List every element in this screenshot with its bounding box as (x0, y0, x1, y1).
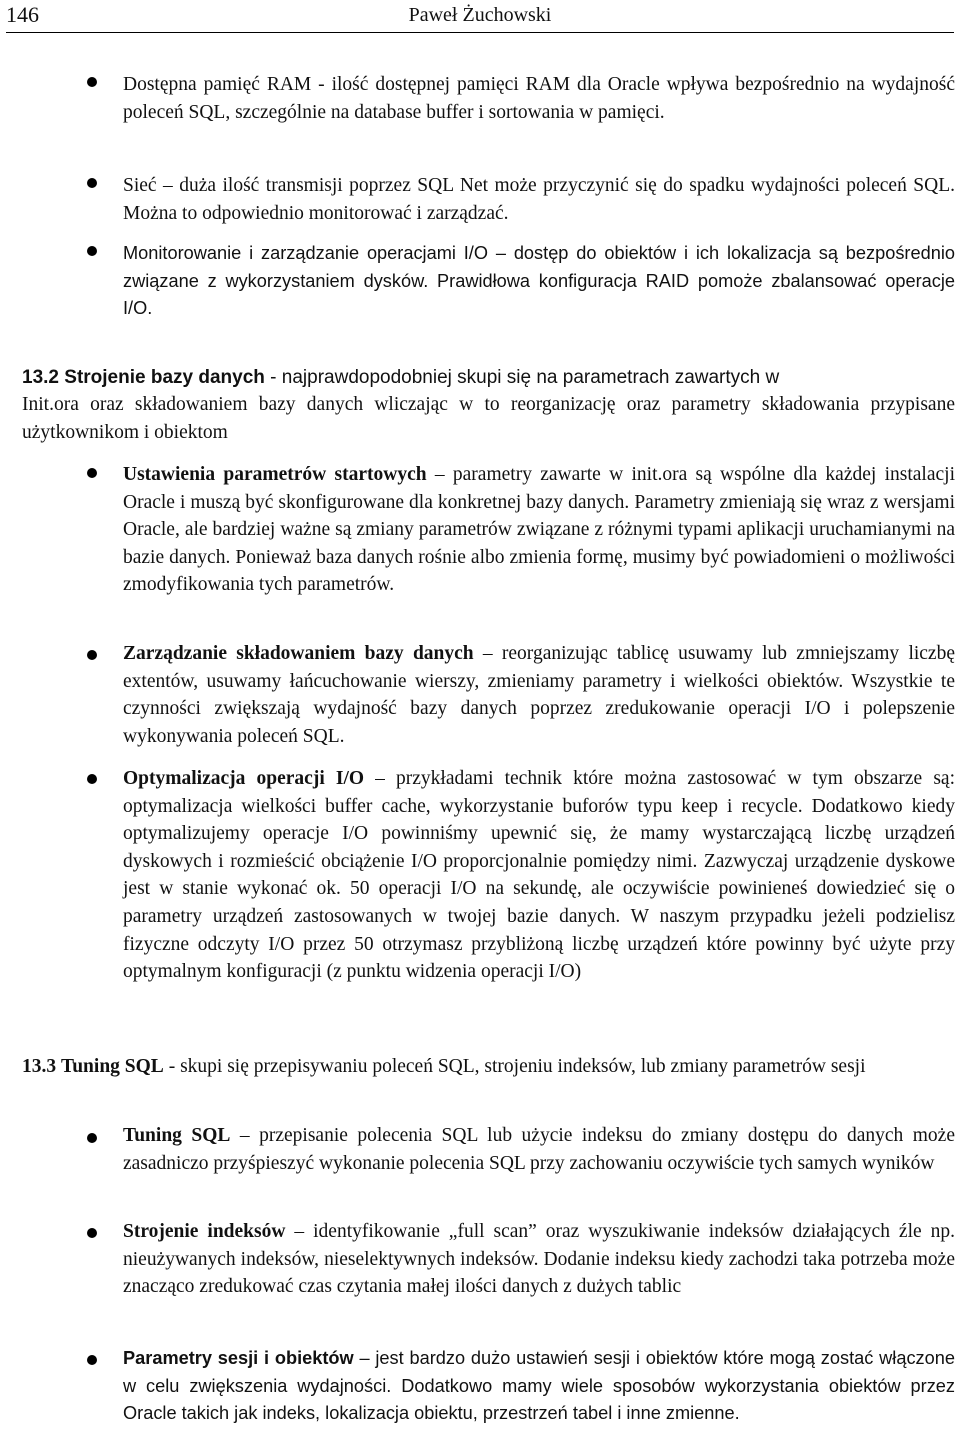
section-13-2-intro: 13.2 Strojenie bazy danych - najprawdopodobniej skupi się na parametrach zawartych w (22, 367, 780, 388)
bullet-icon (87, 246, 97, 256)
bullet-icon (87, 1228, 97, 1238)
bullet-term: Tuning SQL (123, 1125, 231, 1146)
bullet-icon (87, 650, 97, 660)
running-head-author: Paweł Żuchowski (408, 4, 552, 26)
page-number: 146 (6, 2, 39, 27)
section-title: Strojenie bazy danych (64, 367, 265, 388)
bullet-icon (87, 1355, 97, 1365)
bullet-icon (87, 468, 97, 478)
list-item: Ustawienia parametrów startowych – parametry zawarte w init.ora są wspólne dla każdej instalacji Oracle i muszą być skonfigurowane dla konkretnej bazy danych. Parametry zmieniają się wraz z wersjami Oracle, ale bardziej ważne są zmiany parametrów związane z różnymi typami aplikacji uruchamianymi na bazie danych. Ponieważ baza danych rośnie albo zmienia formę, musimy być powiadomieni o możliwości zmodyfikowania tych parametrów. (123, 464, 955, 596)
section-13-2-text: Init.ora oraz składowaniem bazy danych wliczając w to reorganizację oraz parametry składowania przypisane użytkownikom i obiektom (22, 394, 955, 443)
section-13-3-intro: 13.3 Tuning SQL - skupi się przepisywaniu poleceń SQL, strojeniu indeksów, lub zmiany parametrów sesji (22, 1056, 866, 1077)
list-item: Strojenie indeksów – identyfikowanie „full scan” oraz wyszukiwanie indeksów działających źle np. nieużywanych indeksów, nieselektywnych indeksów. Dodanie indeksu kiedy zachodzi taka potrzeba może znacząco zredukować czas czytania małej ilości danych z dużych tablic (123, 1221, 955, 1298)
list-item: Tuning SQL – przepisanie polecenia SQL lub użycie indeksu do zmiany dostępu do danych może zasadniczo przyśpieszyć wykonanie polecenia SQL przy zachowaniu oczywiście tych samych wyników (123, 1125, 955, 1174)
section-number: 13.3 (22, 1056, 57, 1077)
list-item: Optymalizacja operacji I/O – przykładami technik które można zastosować w tym obszarze są: optymalizacja wielkości buffer cache, wykorzystanie buforów typu keep i recycle. Dodatkowo kiedy optymalizujemy operacje I/O powinniśmy upewnić się, że mamy wystarczającą liczbę urządzeń dyskowych i rozmieścić obciążenie I/O proporcjonalnie pomiędzy nimi. Zazwyczaj urządzenie dyskowe jest w stanie wykonać ok. 50 operacji I/O na sekundę, ale oczywiście powinieneś dowiedzieć się o parametry urządzeń zastosowanych w twojej bazie danych. W naszym przypadku jeżeli podzielisz fizyczne odczyty I/O przez 50 otrzymasz przybliżoną liczbę urządzeń które powinny być użyte przy optymalnym konfiguracji (z punktu widzenia operacji I/O) (123, 768, 955, 983)
list-item: Zarządzanie składowaniem bazy danych – reorganizując tablicę usuwamy lub zmniejszamy liczbę extentów, usuwamy łańcuchowanie wierszy, zmieniamy parametry i wielkości obiektów. Wszystkie te czynności zwiększają wydajność bazy danych poprzez zredukowanie operacji I/O i polepszenie wykonywania poleceń SQL. (123, 643, 955, 747)
bullet-icon (87, 1133, 97, 1143)
page-header (6, 0, 954, 33)
bullet-icon (87, 774, 97, 784)
bullet-term: Parametry sesji i obiektów (123, 1348, 354, 1368)
list-item: Sieć – duża ilość transmisji poprzez SQL Net może przyczynić się do spadku wydajności poleceń SQL. Można to odpowiednio monitorować i zarządzać. (123, 175, 955, 224)
section-number: 13.2 (22, 367, 59, 388)
list-item: Dostępna pamięć RAM - ilość dostępnej pamięci RAM dla Oracle wpływa bezpośrednio na wydajność poleceń SQL, szczególnie na database buffer i sortowania w pamięci. (123, 74, 955, 123)
bullet-term: Optymalizacja operacji I/O (123, 768, 365, 789)
bullet-icon (87, 77, 97, 87)
bullet-term: Strojenie indeksów (123, 1221, 286, 1242)
bullet-term: Ustawienia parametrów startowych (123, 464, 427, 485)
list-item: Monitorowanie i zarządzanie operacjami I/O – dostęp do obiektów i ich lokalizacja są bezpośrednio związane z wykorzystaniem dysków. Prawidłowa konfiguracja RAID pomoże zbalansować operacje I/O. (123, 243, 955, 319)
bullet-term: Zarządzanie składowaniem bazy danych (123, 643, 474, 664)
section-title: Tuning SQL (61, 1056, 164, 1077)
list-item: Parametry sesji i obiektów – jest bardzo dużo ustawień sesji i obiektów które mogą zostać włączone w celu zwiększenia wydajności. Dodatkowo mamy wiele sposobów wykorzystania obiektów przez Oracle takich jak indeks, lokalizacja obiektu, przestrzeń tabel i inne zmienne. (123, 1348, 955, 1424)
bullet-icon (87, 178, 97, 188)
